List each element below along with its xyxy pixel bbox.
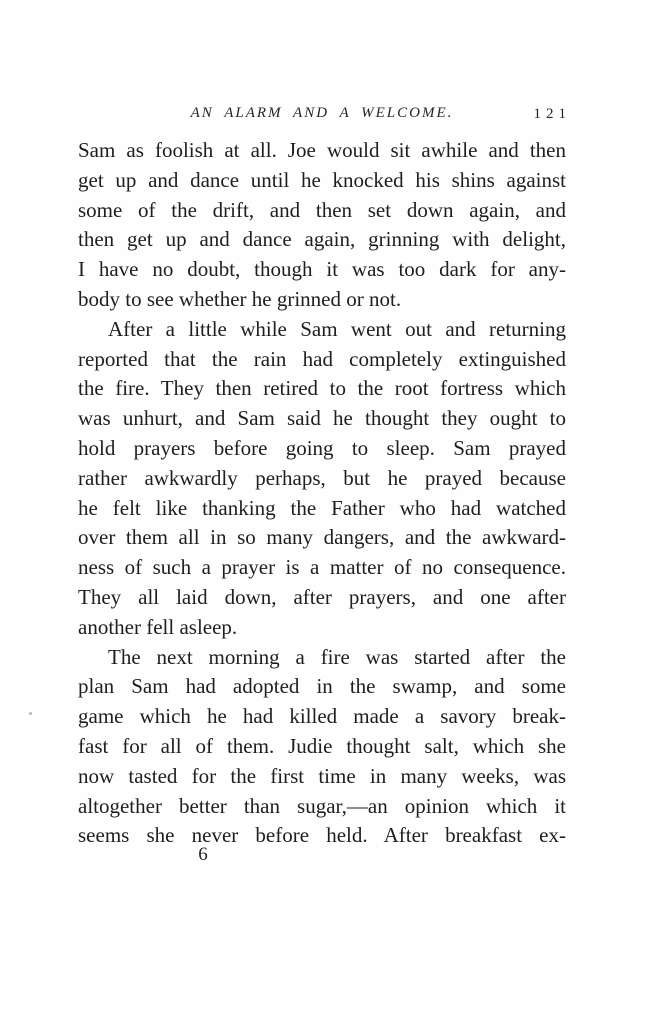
- text-line: now tasted for the first time in many weeks, was: [78, 763, 566, 788]
- page-body: [78, 136, 566, 851]
- text-line: another fell asleep.: [78, 614, 238, 639]
- text-line: After a little while Sam went out and returning: [108, 316, 566, 341]
- text-line: rather awkwardly perhaps, but he prayed because: [78, 465, 566, 490]
- text-line: then get up and dance again, grinning with delight,: [78, 227, 566, 252]
- text-line: plan Sam had adopted in the swamp, and some: [78, 674, 566, 699]
- text-line: reported that the rain had completely extinguished: [78, 346, 566, 371]
- text-line: The next morning a fire was started after the: [108, 644, 566, 669]
- text-line: hold prayers before going to sleep. Sam prayed: [78, 435, 566, 460]
- text-line: seems she never before held. After breakfast ex-: [78, 823, 566, 848]
- scan-speck: [29, 712, 32, 715]
- text-line: Sam as foolish at all. Joe would sit awhile and then: [78, 138, 566, 162]
- text-line: ness of such a prayer is a matter of no consequence.: [78, 555, 566, 580]
- text-line: over them all in so many dangers, and the awkward-: [78, 525, 566, 550]
- text-line: I have no doubt, though it was too dark for any-: [78, 257, 566, 282]
- paragraph: [78, 643, 566, 852]
- paragraph: [78, 315, 566, 643]
- text-line: the fire. They then retired to the root fortress which: [78, 376, 566, 401]
- text-line: body to see whether he grinned or not.: [78, 286, 402, 311]
- text-line: fast for all of them. Judie thought salt, which she: [78, 733, 566, 758]
- running-title: AN ALARM AND A WELCOME.: [190, 105, 454, 121]
- text-line: was unhurt, and Sam said he thought they ought to: [78, 406, 566, 431]
- text-line: game which he had killed made a savory break-: [78, 704, 566, 729]
- text-line: altogether better than sugar,—an opinion which it: [78, 793, 566, 818]
- text-line: he felt like thanking the Father who had watched: [78, 495, 566, 520]
- text-line: some of the drift, and then set down again, and: [78, 197, 566, 222]
- signature-mark: 6: [198, 844, 208, 865]
- text-line: They all laid down, after prayers, and one after: [78, 584, 566, 609]
- text-line: get up and dance until he knocked his shins against: [78, 167, 566, 192]
- page-number: 121: [533, 106, 571, 122]
- paragraph: [78, 136, 566, 315]
- running-header: [78, 100, 571, 126]
